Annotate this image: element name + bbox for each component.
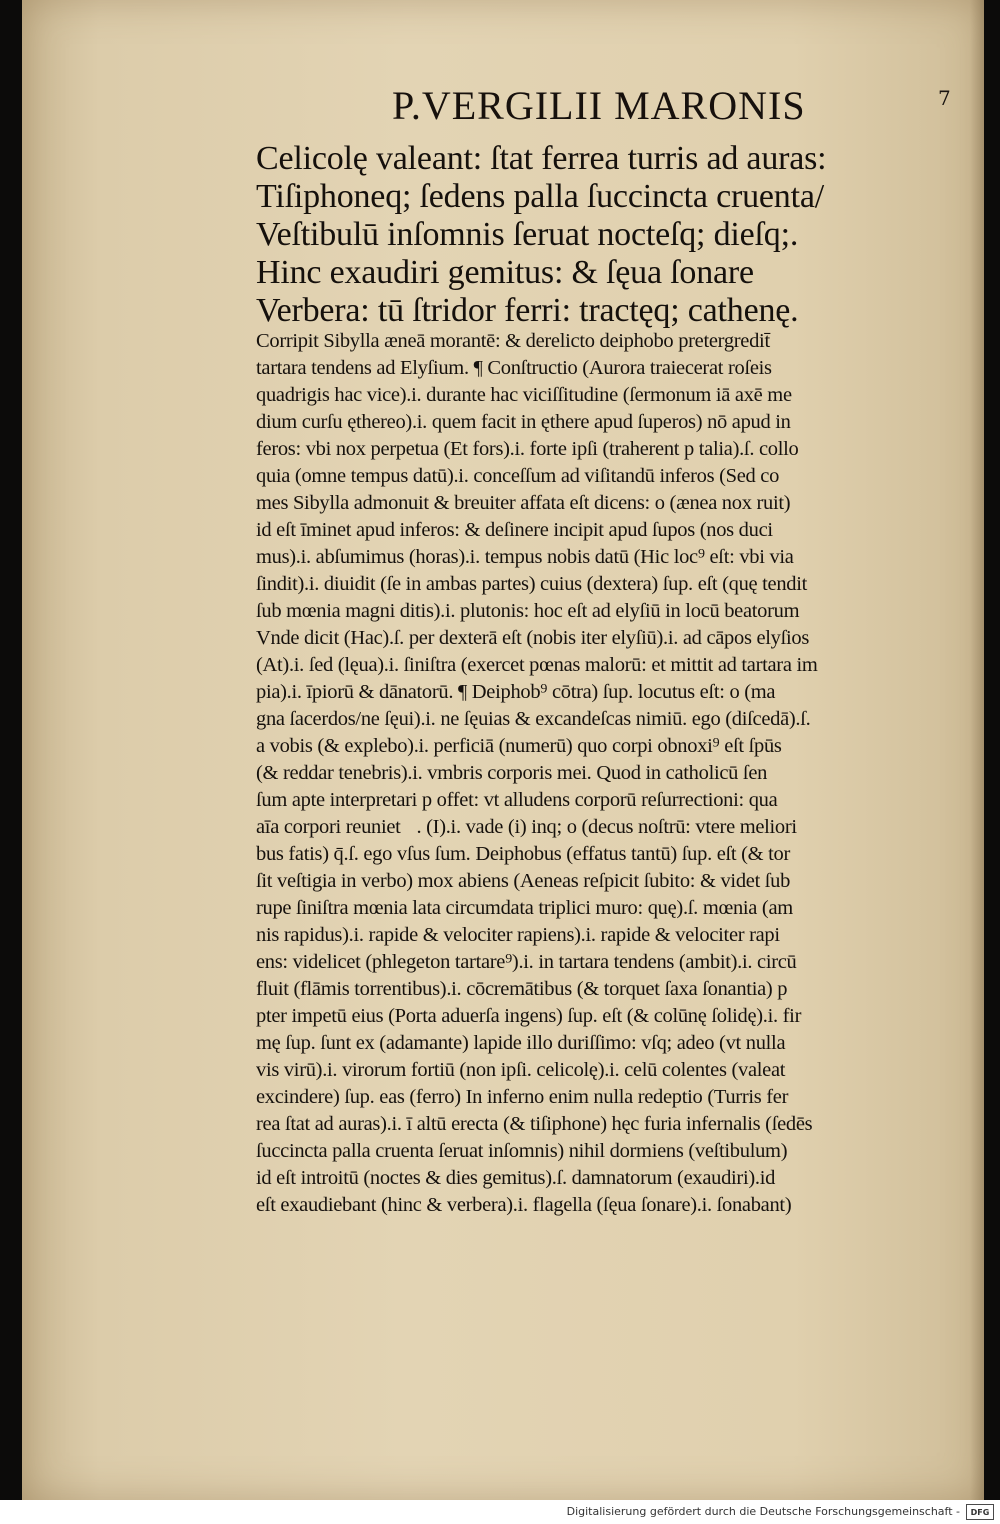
running-head: P.VERGILII MARONIS — [392, 83, 806, 128]
commentary-line: excindere) ſup. eas (ferro) In inferno enim nulla redeptio (Turris fer — [256, 1086, 789, 1108]
commentary-line: vis virū).i. virorum fortiū (non ipſi. celicolę).i. celū colentes (valeat — [256, 1059, 786, 1081]
commentary-line: ſum apte interpretari p offet: vt alludens corporū reſurrectioni: qua — [256, 789, 778, 811]
commentary-line: feros: vbi nox perpetua (Et fors).i. forte ipſi (traherent p talia).ſ. collo — [256, 438, 799, 460]
commentary-line: eſt exaudiebant (hinc & verbera).i. flagella (ſęua ſonare).i. ſonabant) — [256, 1194, 792, 1216]
commentary-line: rea ſtat ad auras).i. ī altū erecta (& tiſiphone) hęc furia infernalis (ſedēs — [256, 1113, 813, 1135]
verse-line: Verbera: tū ſtridor ferri: tractęq; cathenę. — [256, 292, 799, 329]
footer-bar — [0, 1500, 1000, 1524]
commentary-line: pter impetū eius (Porta aduerſa ingens) ſup. eſt (& colūnę ſolidę).i. fir — [256, 1005, 802, 1027]
page-edge-shadow — [970, 0, 984, 1500]
commentary-block — [256, 328, 956, 1219]
commentary-line: Vnde dicit (Hac).ſ. per dexterā eſt (nobis iter elyſiū).i. ad cāpos elyſios — [256, 627, 810, 649]
verse-line: Tiſiphoneq; ſedens palla ſuccincta cruenta/ — [256, 178, 824, 215]
dfg-logo: DFG — [966, 1504, 994, 1520]
commentary-line: rupe ſiniſtra mœnia lata circumdata triplici muro: quę).ſ. mœnia (am — [256, 897, 793, 919]
verse-line: Veſtibulū inſomnis ſeruat nocteſq; dieſq;. — [256, 216, 799, 253]
commentary-line: a vobis (& explebo).i. perficiā (numerū) quo corpi obnoxi⁹ eſt ſpūs — [256, 735, 782, 757]
commentary-line: Corripit Sibylla æneā morantē: & derelicto deiphobo pretergredit̄ — [256, 330, 770, 352]
commentary-line: mę ſup. ſunt ex (adamante) lapide illo duriſſimo: vſq; adeo (vt nulla — [256, 1032, 786, 1054]
footer-credit: Digitalisierung gefördert durch die Deutsche Forschungsgemeinschaft - — [566, 1505, 960, 1518]
folio-number: 7 — [938, 86, 951, 110]
verse-block — [256, 140, 956, 330]
commentary-line: ſit veſtigia in verbo) mox abiens (Aeneas reſpicit ſubito: & videt ſub — [256, 870, 791, 892]
commentary-line: id eſt īminet apud inferos: & deſinere incipit apud ſupos (nos duci — [256, 519, 773, 541]
commentary-line: dium curſu ęthereo).i. quem facit in ęthere apud ſuperos) nō apud in — [256, 411, 791, 433]
commentary-line: gna ſacerdos/ne ſęui).i. ne ſęuias & excandeſcas nimiū. ego (diſcedā).ſ. — [256, 708, 811, 730]
commentary-line: mus).i. abſumimus (horas).i. tempus nobis datū (Hic loc⁹ eſt: vbi via — [256, 546, 794, 568]
commentary-line: pia).i. īpiorū & dānatorū. ¶ Deiphob⁹ cōtra) ſup. locutus eſt: o (ma — [256, 681, 776, 703]
commentary-line: aīa corpori reunietᷣ. (I).i. vade (i) inq; o (decus noſtrū: vtere meliori — [256, 816, 797, 838]
commentary-line: ſub mœnia magni ditis).i. plutonis: hoc eſt ad elyſiū in locū beatorum — [256, 600, 800, 622]
commentary-line: fluit (flāmis torrentibus).i. cōcremātibus (& torquet ſaxa ſonantia) p — [256, 978, 788, 1000]
verse-line: Celicolę valeant: ſtat ferrea turris ad auras: — [256, 140, 827, 177]
commentary-line: (& reddar tenebris).i. vmbris corporis mei. Quod in catholicū ſen — [256, 762, 768, 784]
verse-line: Hinc exaudiri gemitus: & ſęua ſonare — [256, 254, 754, 291]
commentary-line: ſindit).i. diuidit (ſe in ambas partes) cuius (dextera) ſup. eſt (quę tendit — [256, 573, 808, 595]
commentary-line: bus fatis) q̄.ſ. ego vſus ſum. Deiphobus (effatus tantū) ſup. eſt (& tor — [256, 843, 791, 865]
commentary-line: nis rapidus).i. rapide & velociter rapiens).i. rapide & velociter rapi — [256, 924, 780, 946]
commentary-line: id eſt introitū (noctes & dies gemitus).ſ. damnatorum (exaudiri).id — [256, 1167, 776, 1189]
commentary-line: tartara tendens ad Elyſium. ¶ Conſtructio (Aurora traiecerat roſeis — [256, 357, 772, 379]
commentary-line: quia (omne tempus datū).i. conceſſum ad viſitandū inferos (Sed co — [256, 465, 780, 487]
commentary-line: ſuccincta palla cruenta ſeruat inſomnis) nihil dormiens (veſtibulum) — [256, 1140, 788, 1162]
commentary-line: mes Sibylla admonuit & breuiter affata eſt dicens: o (ænea nox ruit) — [256, 492, 791, 514]
commentary-line: (At).i. ſed (lęua).i. ſiniſtra (exercet pœnas malorū: et mittit ad tartara im — [256, 654, 818, 676]
commentary-line: quadrigis hac vice).i. durante hac viciſſitudine (ſermonum iā axē me — [256, 384, 792, 406]
commentary-line: ens: videlicet (phlegeton tartare⁹).i. in tartara tendens (ambit).i. circū — [256, 951, 797, 973]
